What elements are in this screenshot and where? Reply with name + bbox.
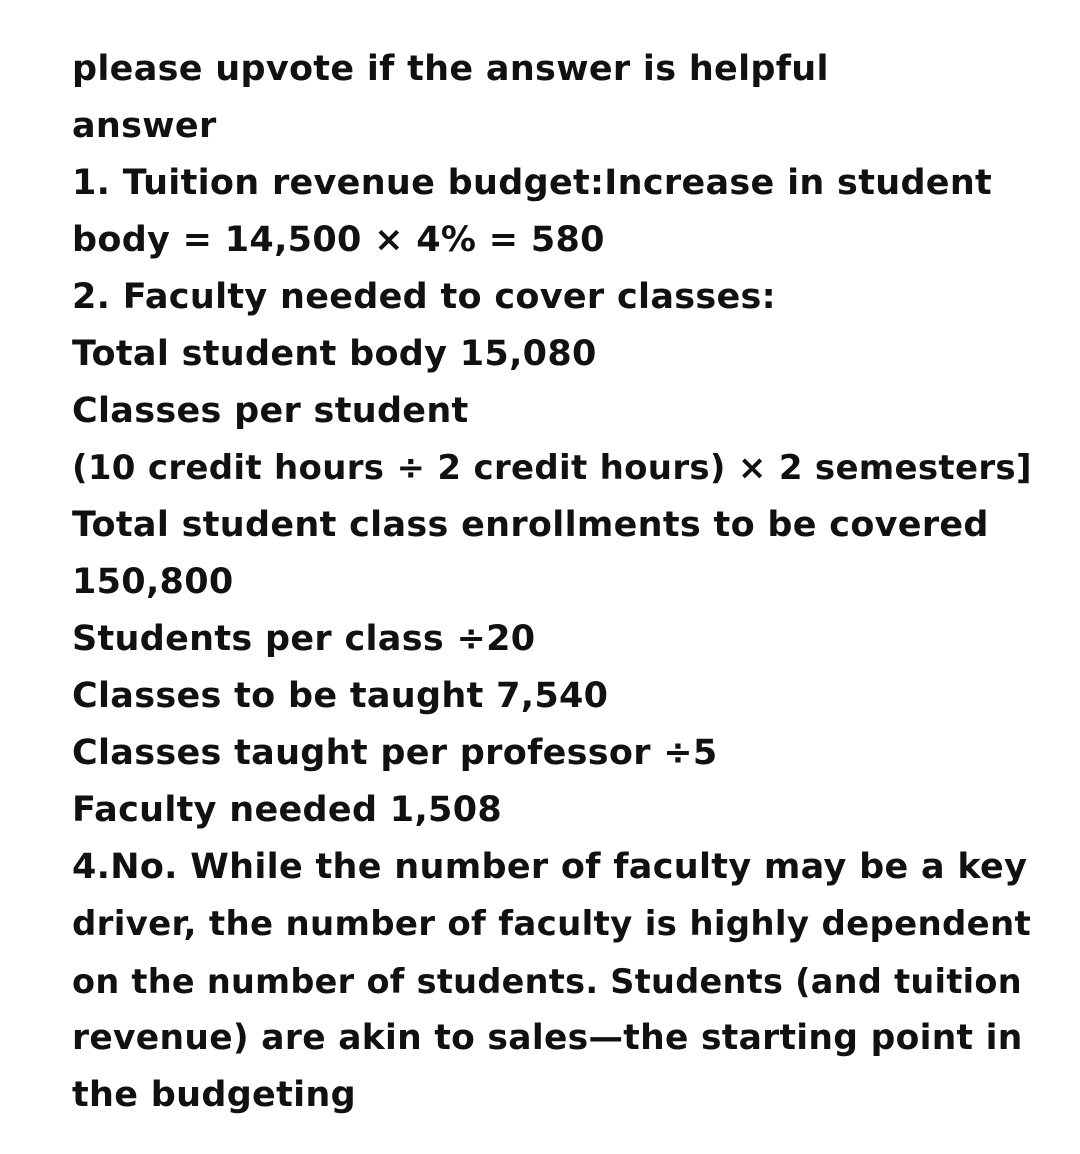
answer-4-line-1: 4.No. While the number of faculty may be a key <box>72 847 1028 887</box>
answer-heading: answer <box>72 106 217 146</box>
total-enrollments-value: 150,800 <box>72 562 234 602</box>
answer-4-line-4: revenue) are akin to sales—the starting point in <box>72 1018 1023 1058</box>
classes-to-teach-line: Classes to be taught 7,540 <box>72 676 609 716</box>
classes-per-student-line: Classes per student <box>72 391 469 431</box>
total-student-body-line: Total student body 15,080 <box>72 334 597 374</box>
credit-hours-calc: (10 credit hours ÷ 2 credit hours) × 2 semesters] <box>72 448 1032 488</box>
faculty-needed-heading: 2. Faculty needed to cover classes: <box>72 277 776 317</box>
student-increase-calc: body = 14,500 × 4% = 580 <box>72 220 605 260</box>
faculty-needed-line: Faculty needed 1,508 <box>72 790 502 830</box>
upvote-request-line: please upvote if the answer is helpful <box>72 49 829 89</box>
tuition-budget-line: 1. Tuition revenue budget:Increase in student <box>72 163 993 203</box>
answer-4-line-3: on the number of students. Students (and tuition <box>72 962 1022 1001</box>
handwritten-answer <box>72 41 1032 1124</box>
answer-4-line-2: driver, the number of faculty is highly dependent <box>72 904 1032 944</box>
students-per-class-line: Students per class ÷20 <box>72 619 536 659</box>
total-enrollments-line: Total student class enrollments to be covered <box>72 505 989 545</box>
classes-per-professor-line: Classes taught per professor ÷5 <box>72 733 718 773</box>
answer-4-line-5: the budgeting <box>72 1075 356 1115</box>
